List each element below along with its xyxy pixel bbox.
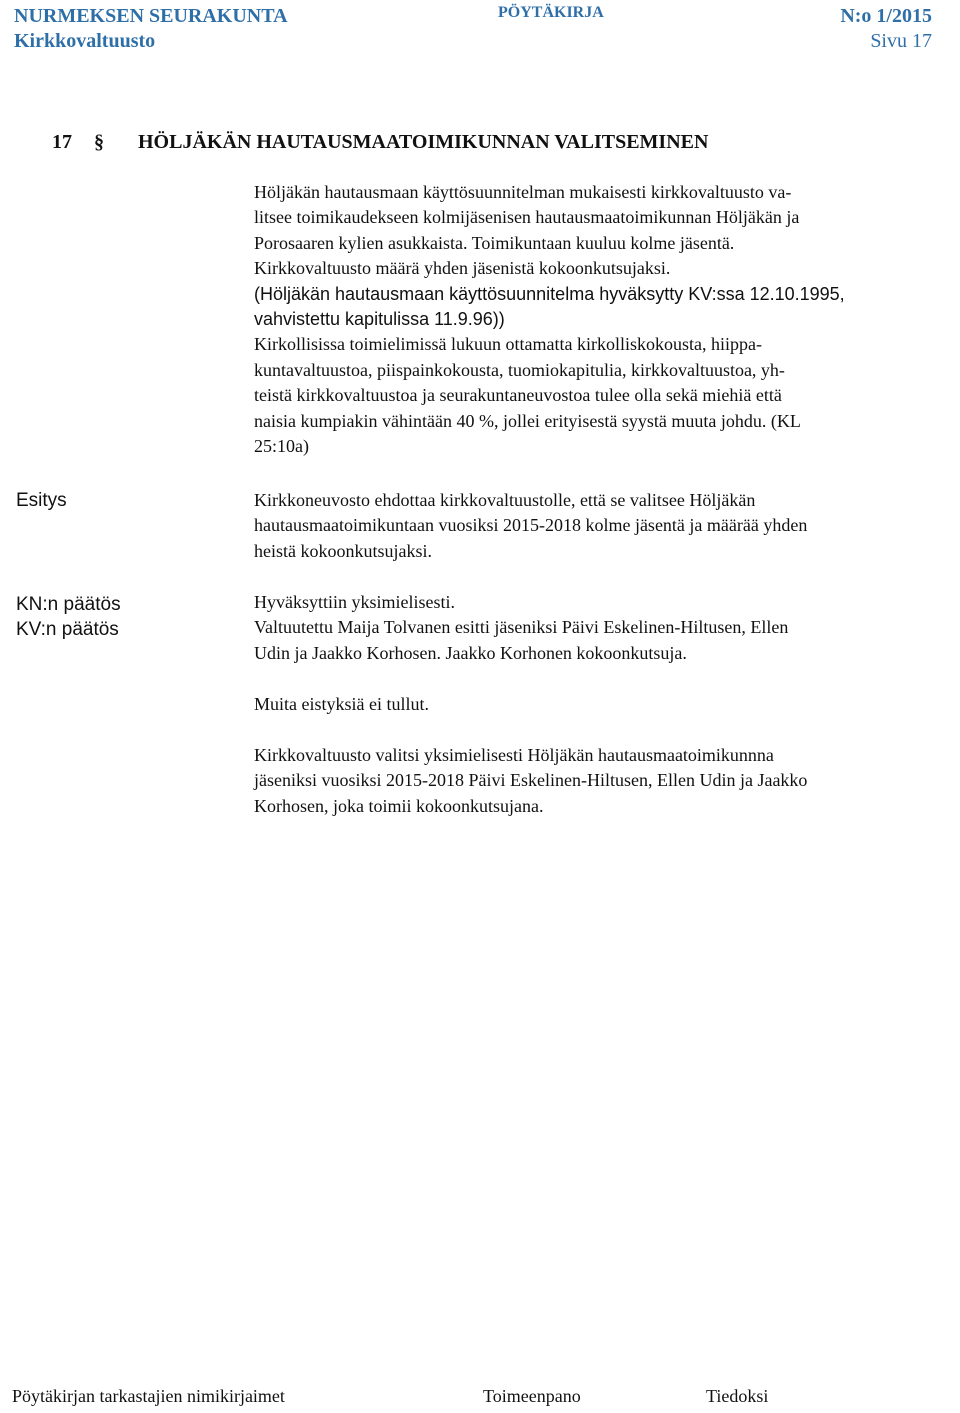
doc-type: PÖYTÄKIRJA — [498, 4, 604, 21]
text-line: jäseniksi vuosiksi 2015-2018 Päivi Eskelinen-Hiltusen, Ellen Udin ja Jaakko — [254, 770, 808, 791]
text-line: Porosaaren kylien asukkaista. Toimikuntaan kuuluu kolme jäsentä. — [254, 232, 735, 253]
section-number: 17 — [52, 131, 72, 153]
text-line: hautausmaatoimikuntaan vuosiksi 2015-2018 kolme jäsentä ja määrää yhden — [254, 515, 808, 536]
text-line: Udin ja Jaakko Korhosen. Jaakko Korhonen kokoonkutsuja. — [254, 642, 687, 663]
text-line: Höljäkän hautausmaan käyttösuunnitelman mukaisesti kirkkovaltuusto va- — [254, 182, 792, 202]
decision-paragraph — [254, 590, 944, 666]
text-line: 25:10a) — [254, 436, 309, 457]
header-row-1 — [14, 4, 932, 28]
governing-body: Kirkkovaltuusto — [14, 30, 156, 52]
text-line: teistä kirkkovaltuustoa ja seurakuntaneuvostoa tulee olla sekä miehiä että — [254, 385, 782, 406]
text-line: Korhosen, joka toimii kokoonkutsujana. — [254, 795, 544, 816]
footer-info: Tiedoksi — [706, 1386, 769, 1406]
text-line: Kirkkoneuvosto ehdottaa kirkkovaltuustolle, että se valitsee Höljäkän — [254, 490, 756, 510]
text-line: Kirkkovaltuusto valitsi yksimielisesti Höljäkän hautausmaatoimikunnna — [254, 745, 774, 765]
section-title: HÖLJÄKÄN HAUTAUSMAATOIMIKUNNAN VALITSEMINEN — [138, 131, 709, 153]
label-kv-paatos: KV:n päätös — [16, 619, 119, 640]
final-decision-paragraph — [254, 743, 944, 819]
label-esitys: Esitys — [16, 490, 67, 511]
document-number: N:o 1/2015 — [840, 5, 932, 27]
section-heading — [52, 131, 708, 154]
footer-signatures: Pöytäkirjan tarkastajien nimikirjaimet — [12, 1386, 285, 1406]
text-line: heistä kokoonkutsujaksi. — [254, 540, 432, 561]
background-paragraph — [254, 180, 944, 459]
esitys-paragraph — [254, 488, 944, 564]
text-line: vahvistettu kapitulissa 11.9.96)) — [254, 309, 505, 330]
text-line: litsee toimikaudekseen kolmijäsenisen hautausmaatoimikunnan Höljäkän ja — [254, 207, 800, 228]
doc-type-wrap — [498, 4, 604, 22]
page-number: Sivu 17 — [870, 30, 932, 52]
text-line: Muita eistyksiä ei tullut. — [254, 694, 429, 714]
text-line: naisia kumpiakin vähintään 40 %, jollei erityisestä syystä muuta johdu. (KL — [254, 410, 801, 431]
label-kn-paatos: KN:n päätös — [16, 594, 121, 615]
header-row-2 — [14, 29, 932, 53]
org-name: NURMEKSEN SEURAKUNTA — [14, 5, 288, 27]
no-other-proposals — [254, 692, 944, 717]
section-symbol: § — [94, 131, 104, 153]
text-line: Kirkollisissa toimielimissä lukuun ottamatta kirkolliskokousta, hiippa- — [254, 334, 762, 355]
text-line: Valtuutettu Maija Tolvanen esitti jäseniksi Päivi Eskelinen-Hiltusen, Ellen — [254, 617, 789, 638]
text-line: Hyväksyttiin yksimielisesti. — [254, 592, 455, 612]
text-line: (Höljäkän hautausmaan käyttösuunnitelma hyväksytty KV:ssa 12.10.1995, — [254, 283, 845, 304]
text-line: Kirkkovaltuusto määrä yhden jäsenistä kokoonkutsujaksi. — [254, 258, 671, 279]
text-line: kuntavaltuustoa, piispainkokousta, tuomiokapitulia, kirkkovaltuustoa, yh- — [254, 359, 785, 380]
footer-execution: Toimeenpano — [483, 1386, 581, 1406]
